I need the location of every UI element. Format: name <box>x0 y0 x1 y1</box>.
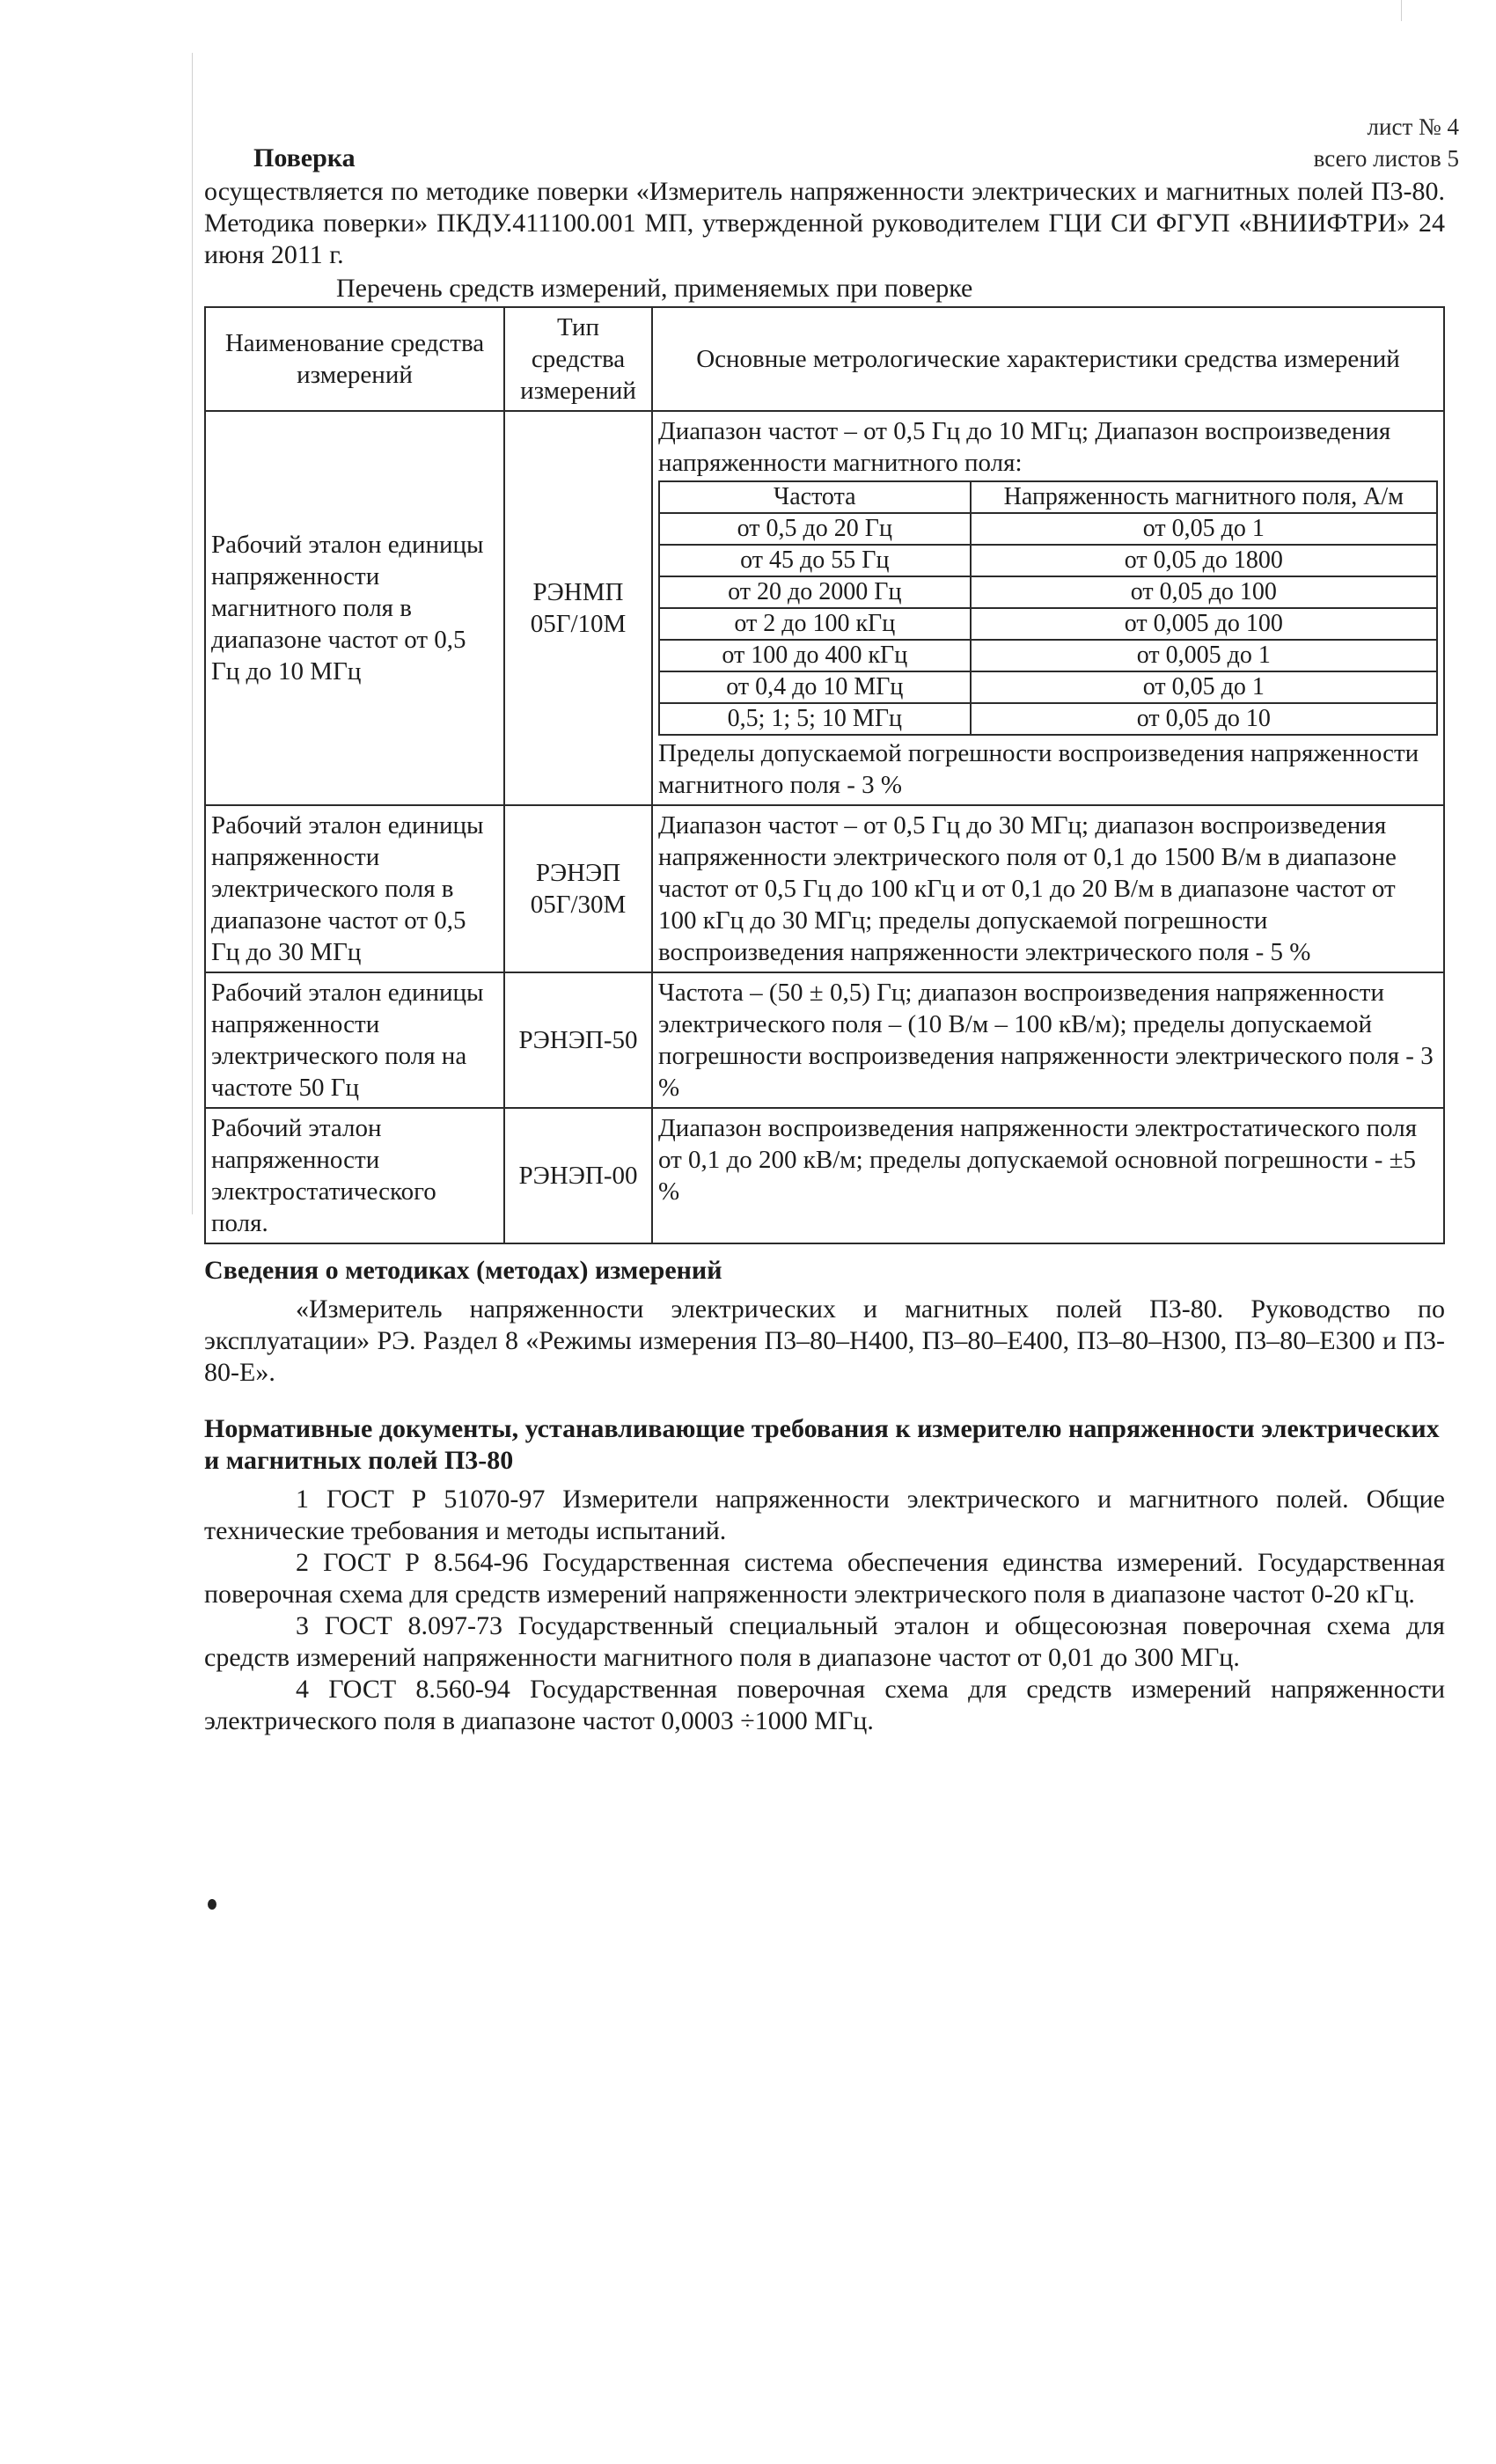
table-row <box>205 411 1444 805</box>
inner-cell: от 0,05 до 100 <box>971 576 1437 608</box>
table-row <box>659 608 1437 640</box>
row1-characteristics <box>652 411 1444 805</box>
scan-edge-mark <box>1401 0 1402 21</box>
normative-item: 1 ГОСТ Р 51070-97 Измерители напряженности электрического и магнитного полей. Общие технические требования и методы испытаний. <box>204 1485 1445 1545</box>
row2-characteristics: Диапазон частот – от 0,5 Гц до 30 МГц; диапазон воспроизведения напряженности электрического поля от 0,1 до 1500 В/м в диапазоне частот от 0,5 Гц до 100 кГц и от 0,1 до 20 В/м в диапазоне частот от 100 кГц до 30 МГц; пределы допускаемой погрешности воспроизведения напряженности электрического поля - 5 % <box>652 805 1444 972</box>
row4-type: РЭНЭП-00 <box>504 1108 652 1243</box>
header-characteristics: Основные метрологические характеристики средства измерений <box>652 307 1444 411</box>
inner-header-strength: Напряженность магнитного поля, А/м <box>971 481 1437 513</box>
row1-error: Пределы допускаемой погрешности воспроизведения напряженности магнитного поля - 3 % <box>658 739 1419 799</box>
normative-heading: Нормативные документы, устанавливающие требования к измерителю напряженности электрических и магнитных полей П3-80 <box>204 1414 1440 1475</box>
normative-item: 2 ГОСТ Р 8.564-96 Государственная система обеспечения единства измерений. Государственная поверочная схема для средств измерений напряженности электрического поля в диапазоне частот 0-20 кГц. <box>204 1548 1445 1609</box>
document-content <box>204 143 1445 1737</box>
normative-item: 3 ГОСТ 8.097-73 Государственный специальный эталон и общесоюзная поверочная схема для средств измерений напряженности магнитного поля в диапазоне частот от 0,01 до 300 МГц. <box>204 1611 1445 1672</box>
inner-cell: от 0,005 до 1 <box>971 640 1437 671</box>
inner-cell: от 100 до 400 кГц <box>659 640 971 671</box>
table-row <box>205 972 1444 1108</box>
table-header-row <box>205 307 1444 411</box>
measurement-table <box>204 306 1445 1244</box>
sheet-total: всего листов 5 <box>1313 145 1459 172</box>
inner-cell: от 0,05 до 1 <box>971 671 1437 703</box>
methods-heading: Сведения о методиках (методах) измерений <box>204 1256 722 1285</box>
table-row <box>659 576 1437 608</box>
verification-heading: Поверка <box>253 143 356 172</box>
row1-name: Рабочий эталон единицы напряженности магнитного поля в диапазоне частот от 0,5 Гц до 10 МГц <box>205 411 504 805</box>
methods-text: «Измеритель напряженности электрических и магнитных полей П3-80. Руководство по эксплуатации» РЭ. Раздел 8 «Режимы измерения П3–80–Н400, П3–80–Е400, П3–80–Н300, П3–80–Е300 и П3-80-Е». <box>204 1294 1445 1387</box>
row1-type: РЭНМП 05Г/10М <box>504 411 652 805</box>
inner-cell: от 0,4 до 10 МГц <box>659 671 971 703</box>
table-row <box>659 513 1437 545</box>
row4-characteristics: Диапазон воспроизведения напряженности электростатического поля от 0,1 до 200 кВ/м; пределы допускаемой основной погрешности - ±5 % <box>652 1108 1444 1243</box>
row3-type: РЭНЭП-50 <box>504 972 652 1108</box>
inner-cell: от 2 до 100 кГц <box>659 608 971 640</box>
sheet-number: лист № 4 <box>1367 114 1459 140</box>
inner-cell: 0,5; 1; 5; 10 МГц <box>659 703 971 735</box>
frequency-table <box>658 480 1438 736</box>
normative-item: 4 ГОСТ 8.560-94 Государственная поверочная схема для средств измерений напряженности электрического поля в диапазоне частот 0,0003 ÷1000 МГц. <box>204 1675 1445 1735</box>
row2-name: Рабочий эталон единицы напряженности электрического поля в диапазоне частот от 0,5 Гц до 30 МГц <box>205 805 504 972</box>
inner-cell: от 0,05 до 1800 <box>971 545 1437 576</box>
table-caption: Перечень средств измерений, применяемых при поверке <box>336 274 973 303</box>
inner-cell: от 0,05 до 1 <box>971 513 1437 545</box>
header-type: Тип средства измерений <box>504 307 652 411</box>
scan-edge-line <box>192 53 193 1214</box>
table-row <box>205 805 1444 972</box>
inner-cell: от 0,005 до 100 <box>971 608 1437 640</box>
row2-type: РЭНЭП 05Г/30М <box>504 805 652 972</box>
row3-name: Рабочий эталон единицы напряженности электрического поля на частоте 50 Гц <box>205 972 504 1108</box>
inner-cell: от 20 до 2000 Гц <box>659 576 971 608</box>
inner-cell: от 0,5 до 20 Гц <box>659 513 971 545</box>
verification-text: осуществляется по методике поверки «Измеритель напряженности электрических и магнитных полей П3-80. Методика поверки» ПКДУ.411100.001 МП, утвержденной руководителем ГЦИ СИ ФГУП «ВНИИФТРИ» 24 июня 2011 г. <box>204 177 1445 269</box>
row4-name: Рабочий эталон напряженности электростатического поля. <box>205 1108 504 1243</box>
inner-header-frequency: Частота <box>659 481 971 513</box>
header-name: Наименование средства измерений <box>205 307 504 411</box>
row1-intro: Диапазон частот – от 0,5 Гц до 10 МГц; Диапазон воспроизведения напряженности магнитного поля: <box>658 417 1391 477</box>
inner-cell: от 0,05 до 10 <box>971 703 1437 735</box>
table-row <box>659 703 1437 735</box>
inner-cell: от 45 до 55 Гц <box>659 545 971 576</box>
table-row <box>659 545 1437 576</box>
scan-dot-mark <box>208 1899 216 1910</box>
row3-characteristics: Частота – (50 ± 0,5) Гц; диапазон воспроизведения напряженности электрического поля – (10 В/м – 100 кВ/м); пределы допускаемой погрешности воспроизведения напряженности электрического поля - 3 % <box>652 972 1444 1108</box>
table-row <box>205 1108 1444 1243</box>
table-row <box>659 671 1437 703</box>
table-row <box>659 640 1437 671</box>
